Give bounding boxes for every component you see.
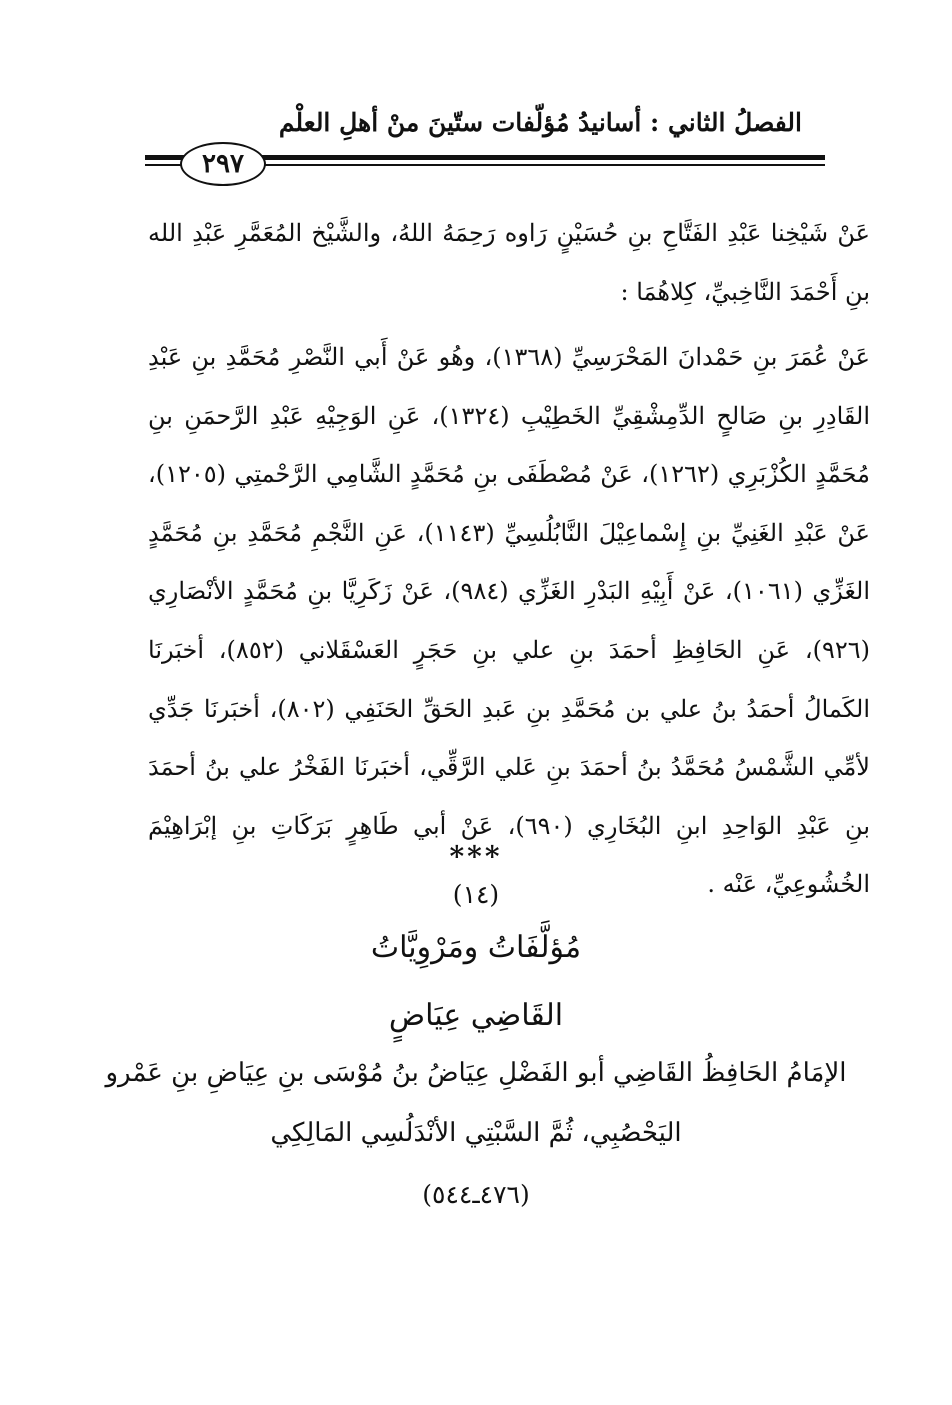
section-title: مُؤلَّفَاتُ ومَرْوِيَّاتُ <box>370 930 582 965</box>
author-dates: (٤٧٦ـ٥٤٤) <box>422 1180 530 1209</box>
page-number-badge <box>180 142 266 186</box>
author-full-name-line-2: اليَحْصُبِي، ثُمَّ السَّبْتِي الأنْدَلُسِي المَالِكِي <box>270 1118 682 1148</box>
running-header-title: الفصلُ الثاني : أسانيدُ مُؤلّفات ستّينَ منْ أهلِ العلْم <box>278 108 802 137</box>
section-number: (١٤) <box>452 880 500 909</box>
section-separator: *** <box>449 840 503 873</box>
author-full-name-line-1: الإمَامُ الحَافِظُ القَاضِي أبو الفَضْلِ عِيَاضُ بنُ مُوْسَى بنِ عِيَاضِ بنِ عَمْرو <box>105 1058 847 1088</box>
author-short-name: القَاضِي عِيَاضٍ <box>388 998 564 1033</box>
body-paragraph-2: عَنْ عُمَرَ بنِ حَمْدانَ المَحْرَسِيِّ (١٣٦٨)، وهُو عَنْ أَبي النَّصْرِ مُحَمَّدِ بنِ عَبْدِ القَادِرِ بنِ صَالحٍ الدِّمِشْقِيِّ الخَطِيْبِ (١٣٢٤)، عَنِ الوَجِيْهِ عَبْدِ الرَّحمَنِ بنِ مُحَمَّدٍ الكُزْبَرِي (١٢٦٢)، عَنْ مُصْطَفَى بنِ مُحَمَّدٍ الشَّامِي الرَّحْمتِي (١٢٠٥)، عَنْ عَبْدِ الغَنِيِّ بنِ إِسْماعِيْلَ النَّابُلُسِيِّ (١١٤٣)، عَنِ النَّجْمِ مُحَمَّدِ بنِ مُحَمَّدٍ الغَزِّي (١٠٦١)، عَنْ أَبِيْهِ البَدْرِ الغَزِّي (٩٨٤)، عَنْ زَكَرِيَّا بنِ مُحَمَّدٍ الأنْصَارِي (٩٢٦)، عَنِ الحَافِظِ أحمَدَ بنِ علي بنِ حَجَرٍ العَسْقَلاني (٨٥٢)، أخبَرنَا الكَمالُ أحمَدُ بنُ علي بن مُحَمَّدِ بنِ عَبدِ الحَقِّ الحَنَفِي (٨٠٢)، أخبَرنَا جَدِّي لأمِّي الشَّمْسُ مُحَمَّدُ بنُ أحمَدَ بنِ عَلي الرَّقِّي، أخبَرنَا الفَخْرُ علي بنُ أحمَدَ بنِ عَبْدِ الوَاحِدِ ابنِ البُخَارِي (٦٩٠)، عَنْ أبي طَاهِرٍ بَرَكَاتِ بنِ إبْرَاهِيْمَ الخُشُوعِيِّ، عَنْه . <box>148 343 871 899</box>
body-paragraph-1: عَنْ شَيْخِنا عَبْدِ الفَتَّاحِ بنِ حُسَيْنٍ رَاوه رَحِمَهُ اللهُ، والشَّيْخ المُعَمَّرِ عَبْدِ الله بنِ أَحْمَدَ النَّاخِبيِّ، كِلاهُمَا : <box>148 219 870 306</box>
page-number: ٢٩٧ <box>202 149 244 179</box>
